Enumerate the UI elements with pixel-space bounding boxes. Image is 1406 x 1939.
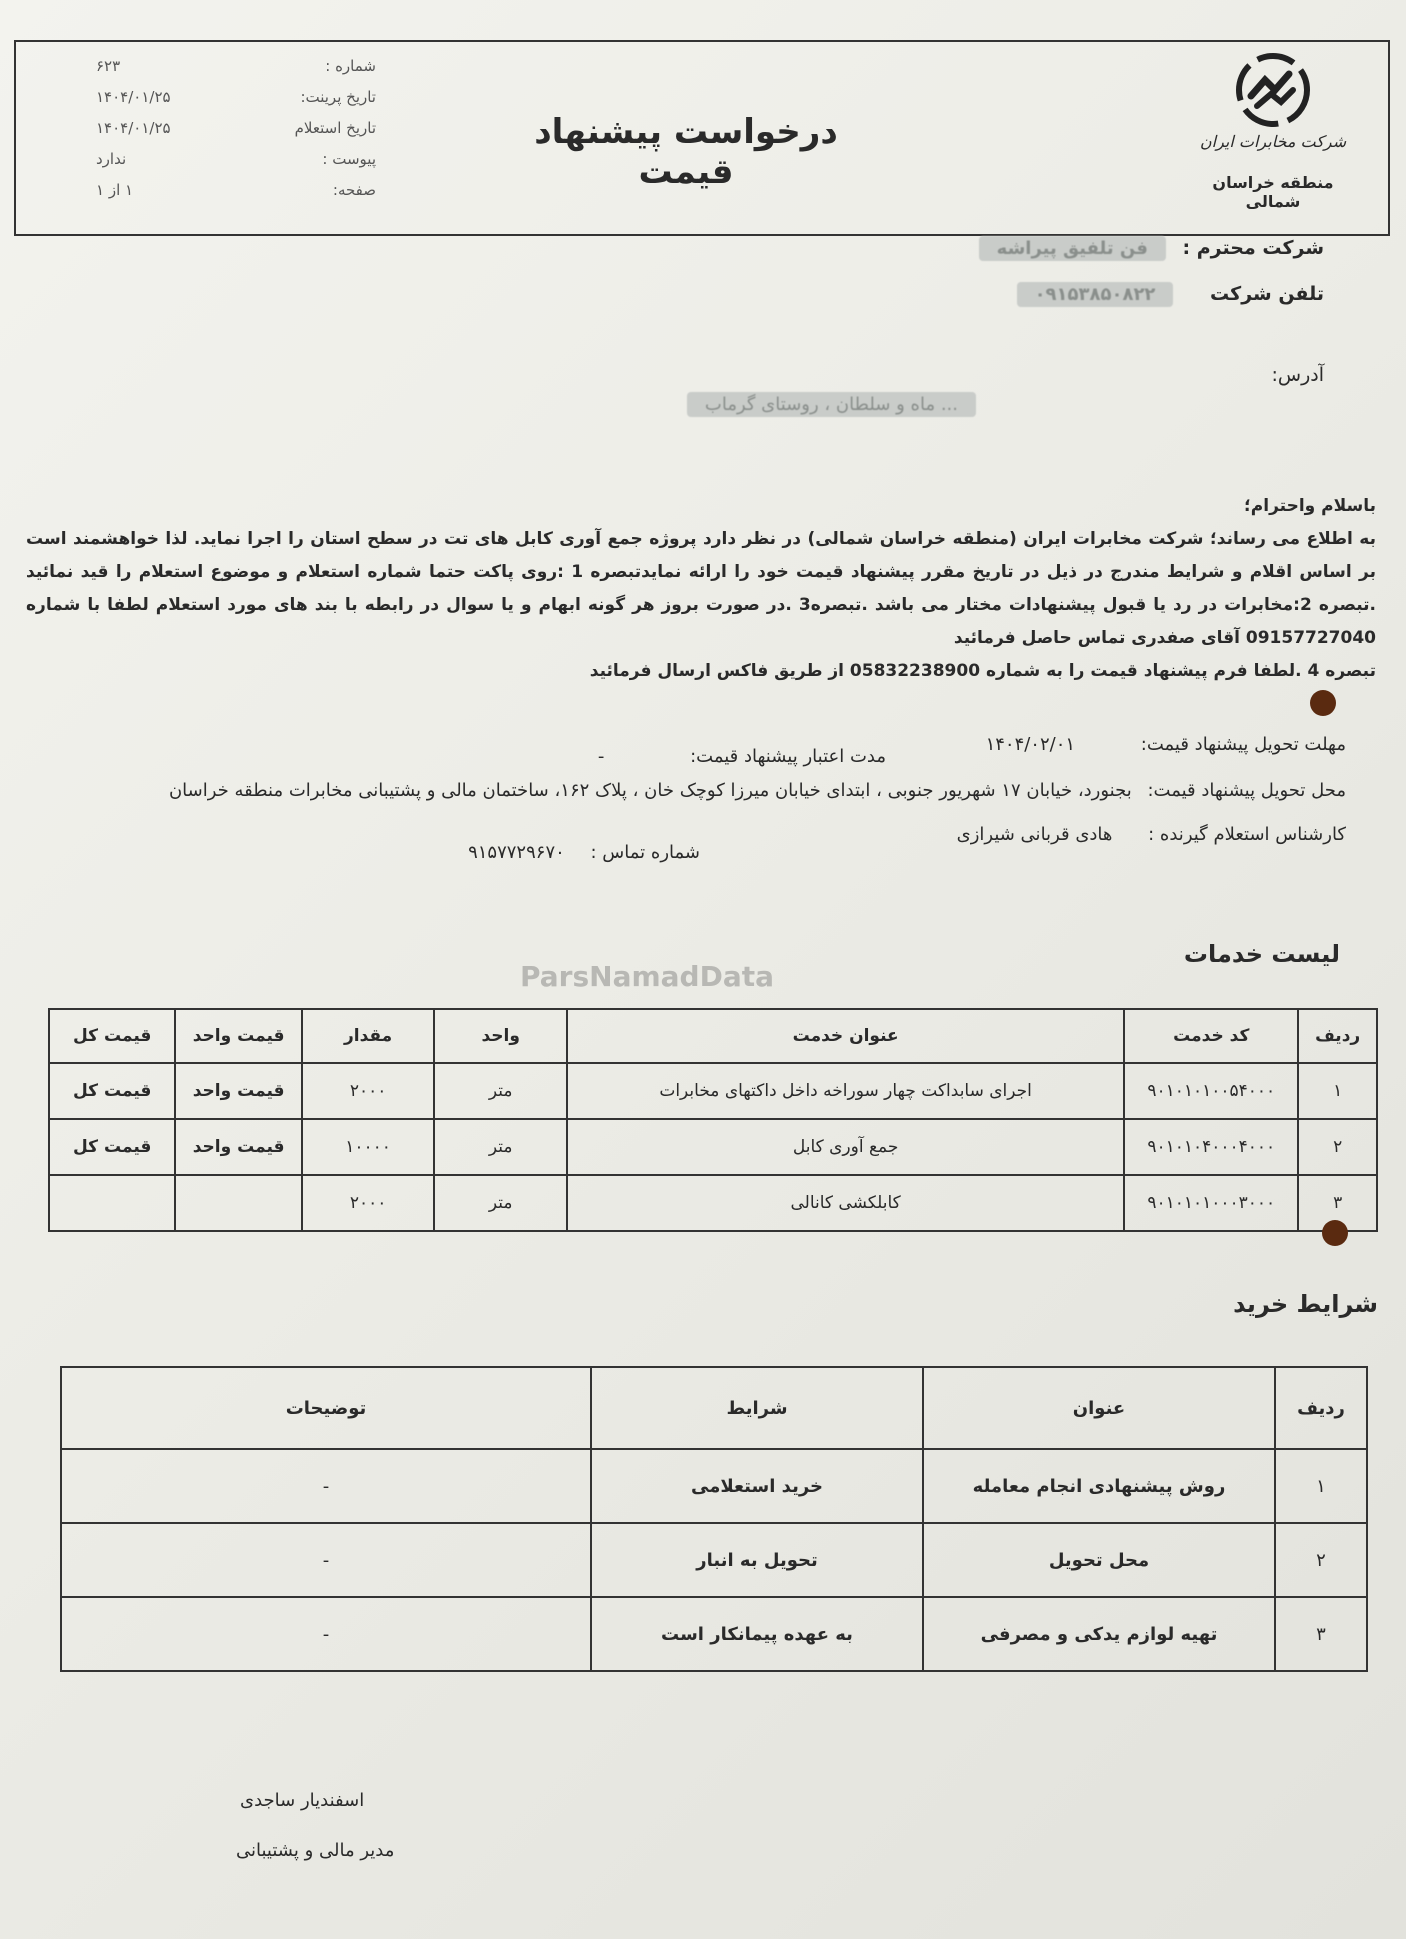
cell-code: ۹۰۱۰۱۰۴۰۰۰۴۰۰۰ [1124,1119,1298,1175]
recipient-company-value: فن تلفیق پیراشه [979,236,1166,261]
meta-label: شماره : [325,56,376,75]
cell-qty: ۲۰۰۰ [302,1175,435,1231]
meta-row [96,50,376,81]
punch-hole [1310,690,1336,716]
col-radif: ردیف [1275,1367,1367,1449]
meta-label: تاریخ استعلام [294,118,376,137]
cell-title: تهیه لوازم یدکی و مصرفی [923,1597,1275,1671]
note-4: تبصره 4 .لطفا فرم پیشنهاد قیمت را به شماره 05832238900 از طریق فاکس ارسال فرمائید [589,661,1376,681]
table-row [61,1523,1367,1597]
header-meta [96,50,376,205]
conditions-title: شرایط خرید [1233,1290,1378,1318]
col-conditions: شرایط [591,1367,923,1449]
tci-logo-icon [1231,50,1315,130]
delivery-place [16,780,1346,801]
contact-label: شماره تماس : [590,842,700,863]
cell-radif: ۲ [1275,1523,1367,1597]
col-title: عنوان خدمت [567,1009,1124,1063]
cell-radif: ۳ [1275,1597,1367,1671]
delivery-label: محل تحویل پیشنهاد قیمت: [1147,780,1346,801]
meta-row [96,143,376,174]
recipient-address-value-wrap [687,392,986,417]
validity-label: مدت اعتبار پیشنهاد قیمت: [690,746,886,767]
cell-qty: ۱۰۰۰۰ [302,1119,435,1175]
cell-code: ۹۰۱۰۱۰۱۰۰۰۳۰۰۰ [1124,1175,1298,1231]
validity-value: - [597,746,605,767]
cell-title: اجرای سابداکت چهار سوراخه داخل داکتهای مخابرات [567,1063,1124,1119]
signatory-role: مدیر مالی و پشتیبانی [236,1840,395,1861]
letter-body [26,490,1376,688]
meta-value: ۱۴۰۴/۰۱/۲۵ [96,118,171,137]
greeting: باسلام واحترام؛ [1243,496,1376,516]
signatory-name: اسفندیار ساجدی [240,1790,365,1811]
recipient-phone [1017,282,1324,307]
cell-title: کابلکشی کانالی [567,1175,1124,1231]
col-total-price: قیمت کل [49,1009,175,1063]
watermark: ParsNamadData [520,960,774,993]
cell-radif: ۱ [1275,1449,1367,1523]
cell-radif: ۱ [1298,1063,1377,1119]
company-name: شرکت مخابرات ایران [1199,132,1347,151]
col-qty: مقدار [302,1009,435,1063]
services-table [48,1008,1378,1232]
company-logo [1188,50,1358,211]
col-radif: ردیف [1298,1009,1377,1063]
col-description: توضیحات [61,1367,591,1449]
cell-total-price[interactable]: قیمت کل [49,1063,175,1119]
deadline-value: ۱۴۰۴/۰۲/۰۱ [985,734,1076,755]
cell-description: - [61,1449,591,1523]
delivery-value: بجنورد، خیابان ۱۷ شهریور جنوبی ، ابتدای خیابان میرزا کوچک خان ، پلاک ۱۶۲، ساختمان مالی و پشتیبانی مخابرات منطقه خراسان [168,780,1132,801]
cell-description: - [61,1597,591,1671]
punch-hole [1322,1220,1348,1246]
cell-condition: خرید استعلامی [591,1449,923,1523]
meta-label: تاریخ پرینت: [300,87,376,106]
cell-qty: ۲۰۰۰ [302,1063,435,1119]
cell-radif: ۲ [1298,1119,1377,1175]
expert [957,824,1346,845]
deadline [986,734,1346,755]
cell-radif: ۳ [1298,1175,1377,1231]
meta-label: پیوست : [322,149,376,168]
cell-unit: متر [434,1119,567,1175]
meta-value: ۶۲۳ [96,56,121,75]
region-name: منطقه خراسان شمالی [1212,173,1334,211]
cell-total-price[interactable]: قیمت کل [49,1119,175,1175]
meta-row [96,174,376,205]
table-header-row [61,1367,1367,1449]
cell-code: ۹۰۱۰۱۰۱۰۰۵۴۰۰۰ [1124,1063,1298,1119]
meta-value: ۱ از ۱ [96,180,134,199]
conditions-table [60,1366,1368,1672]
recipient-address-label: آدرس: [1271,364,1324,386]
table-row [49,1175,1377,1231]
recipient-address-value: ... ماه و سلطان ، روستای گرماب [687,392,976,417]
col-unit-price: قیمت واحد [175,1009,301,1063]
contact-value: ۹۱۵۷۷۲۹۶۷۰ [468,842,565,863]
meta-label: صفحه: [332,180,376,199]
meta-row [96,81,376,112]
col-code: کد خدمت [1124,1009,1298,1063]
table-header-row [49,1009,1377,1063]
recipient-phone-value: ۰۹۱۵۳۸۵۰۸۲۲ [1017,282,1174,307]
cell-condition: تحویل به انبار [591,1523,923,1597]
expert-value: هادی قربانی شیرازی [956,824,1113,845]
body-paragraph: به اطلاع می رساند؛ شرکت مخابرات ایران (منطقه خراسان شمالی) در نظر دارد پروژه جمع آوری کابل های تت در سطح استان را اجرا نماید. لذا خواهشمند است بر اساس اقلام و شرایط مندرج در ذیل در تاریخ مقرر پیشنهاد قیمت خود را ارائه نمایدتبصره 1 :روی پاکت حتما شماره استعلام و موضوع استعلام را قید نمائید .تبصره 2:مخابرات در رد یا قبول پیشنهادات مختار می باشد .تبصره3 .در صورت بروز هر گونه ابهام و یا سوال در رابطه با بند های مورد استعلام لطفا با شماره 09157727040 آقای صفدری تماس حاصل فرمائید [26,529,1376,648]
services-title: لیست خدمات [1183,940,1340,968]
recipient-company-label: شرکت محترم : [1182,237,1324,259]
cell-description: - [61,1523,591,1597]
cell-unit-price[interactable] [175,1175,301,1231]
contact [468,842,700,863]
document-header [14,40,1390,236]
meta-row [96,112,376,143]
cell-condition: به عهده پیمانکار است [591,1597,923,1671]
validity [598,746,886,767]
recipient-address [1271,364,1324,386]
table-row [49,1119,1377,1175]
cell-title: روش پیشنهادی انجام معامله [923,1449,1275,1523]
table-row [49,1063,1377,1119]
cell-unit-price[interactable]: قیمت واحد [175,1063,301,1119]
cell-title: جمع آوری کابل [567,1119,1124,1175]
col-title: عنوان [923,1367,1275,1449]
deadline-label: مهلت تحویل پیشنهاد قیمت: [1140,734,1346,755]
recipient-company [979,236,1324,261]
col-unit: واحد [434,1009,567,1063]
cell-total-price[interactable] [49,1175,175,1231]
meta-value: ندارد [96,149,127,168]
cell-unit: متر [434,1063,567,1119]
table-row [61,1449,1367,1523]
meta-value: ۱۴۰۴/۰۱/۲۵ [96,87,171,106]
cell-unit: متر [434,1175,567,1231]
table-row [61,1597,1367,1671]
expert-label: کارشناس استعلام گیرنده : [1148,824,1346,845]
cell-title: محل تحویل [923,1523,1275,1597]
cell-unit-price[interactable]: قیمت واحد [175,1119,301,1175]
recipient-phone-label: تلفن شرکت [1210,283,1324,305]
page-title: درخواست پیشنهاد قیمت [534,112,838,192]
